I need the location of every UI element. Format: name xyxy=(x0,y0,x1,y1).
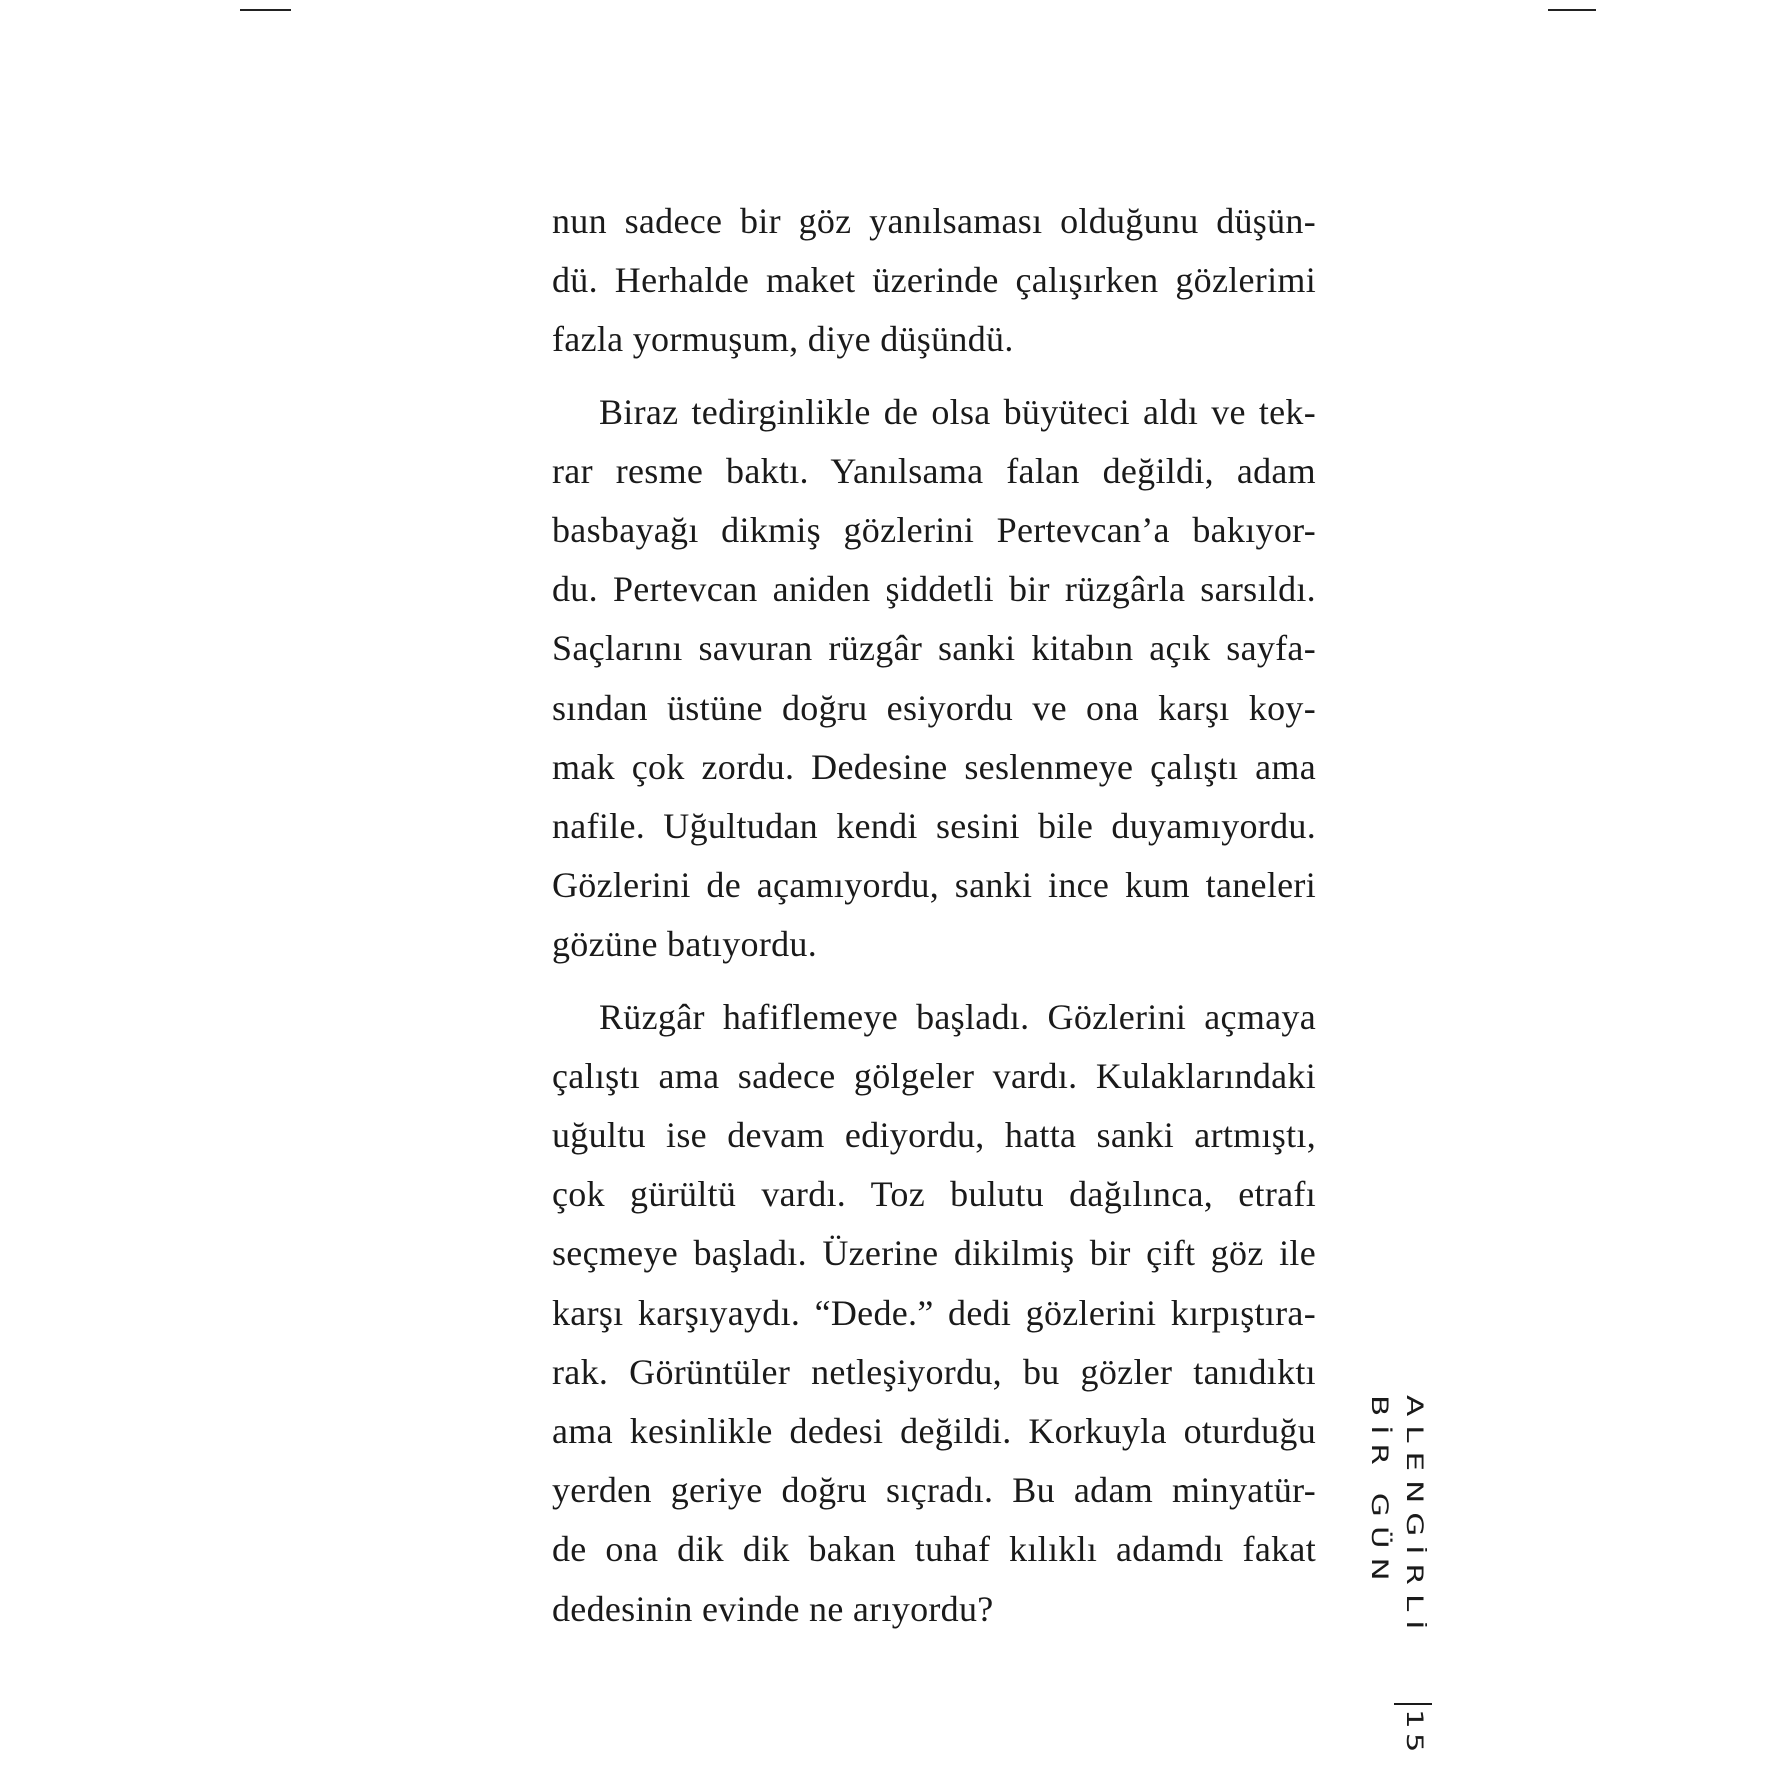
text-line: karşı karşıyaydı. “Dede.” dedi gözlerini kırpıştıra- xyxy=(552,1292,1316,1333)
text-line: Biraz tedirginlikle de olsa büyüteci aldı ve tek- xyxy=(599,391,1316,432)
text-line: çalıştı ama sadece gölgeler vardı. Kulaklarındaki xyxy=(552,1055,1316,1096)
body-text xyxy=(552,192,1316,1639)
text-line: ama kesinlikle dedesi değildi. Korkuyla oturduğu xyxy=(552,1411,1316,1452)
text-line: nun sadece bir göz yanılsaması olduğunu düşün- xyxy=(552,201,1316,241)
running-footer xyxy=(1366,1395,1438,1760)
paragraph-3 xyxy=(552,988,1316,1639)
text-line: uğultu ise devam ediyordu, hatta sanki artmıştı, xyxy=(552,1115,1316,1156)
text-line: du. Pertevcan aniden şiddetli bir rüzgârla sarsıldı. xyxy=(552,569,1316,610)
text-line: basbayağı dikmiş gözlerini Pertevcan’a bakıyor- xyxy=(552,510,1316,551)
text-line: çok gürültü vardı. Toz bulutu dağılınca, etrafı xyxy=(552,1174,1316,1215)
text-line: yerden geriye doğru sıçradı. Bu adam minyatür- xyxy=(552,1470,1316,1511)
text-line: rak. Görüntüler netleşiyordu, bu gözler tanıdıktı xyxy=(552,1351,1316,1392)
text-line: dü. Herhalde maket üzerinde çalışırken gözlerimi xyxy=(552,260,1316,301)
text-line: fazla yormuşum, diye düşündü. xyxy=(552,319,1014,360)
crop-mark-right xyxy=(1548,9,1596,11)
text-line: rar resme baktı. Yanılsama falan değildi, adam xyxy=(552,450,1316,491)
text-line: mak çok zordu. Dedesine seslenmeye çalıştı ama xyxy=(552,746,1316,787)
paragraph-2 xyxy=(552,383,1316,975)
paragraph-1 xyxy=(552,192,1316,370)
text-line: nafile. Uğultudan kendi sesini bile duyamıyordu. xyxy=(552,806,1316,847)
crop-mark-left xyxy=(240,9,291,11)
text-line: Saçlarını savuran rüzgâr sanki kitabın açık sayfa- xyxy=(552,628,1316,669)
text-line: seçmeye başladı. Üzerine dikilmiş bir çift göz ile xyxy=(552,1233,1316,1274)
book-title: ALENGİRLİ BİR GÜN xyxy=(1366,1395,1427,1639)
page-number: 15 xyxy=(1401,1709,1427,1757)
text-line: gözüne batıyordu. xyxy=(552,924,818,965)
text-line: sından üstüne doğru esiyordu ve ona karşı koy- xyxy=(552,687,1316,728)
text-line: Rüzgâr hafiflemeye başladı. Gözlerini açmaya xyxy=(599,996,1316,1037)
footer-divider xyxy=(1394,1703,1432,1705)
text-line: Gözlerini de açamıyordu, sanki ince kum taneleri xyxy=(552,865,1316,906)
text-line: de ona dik dik bakan tuhaf kılıklı adamdı fakat xyxy=(552,1529,1316,1570)
text-line: dedesinin evinde ne arıyordu? xyxy=(552,1588,994,1629)
